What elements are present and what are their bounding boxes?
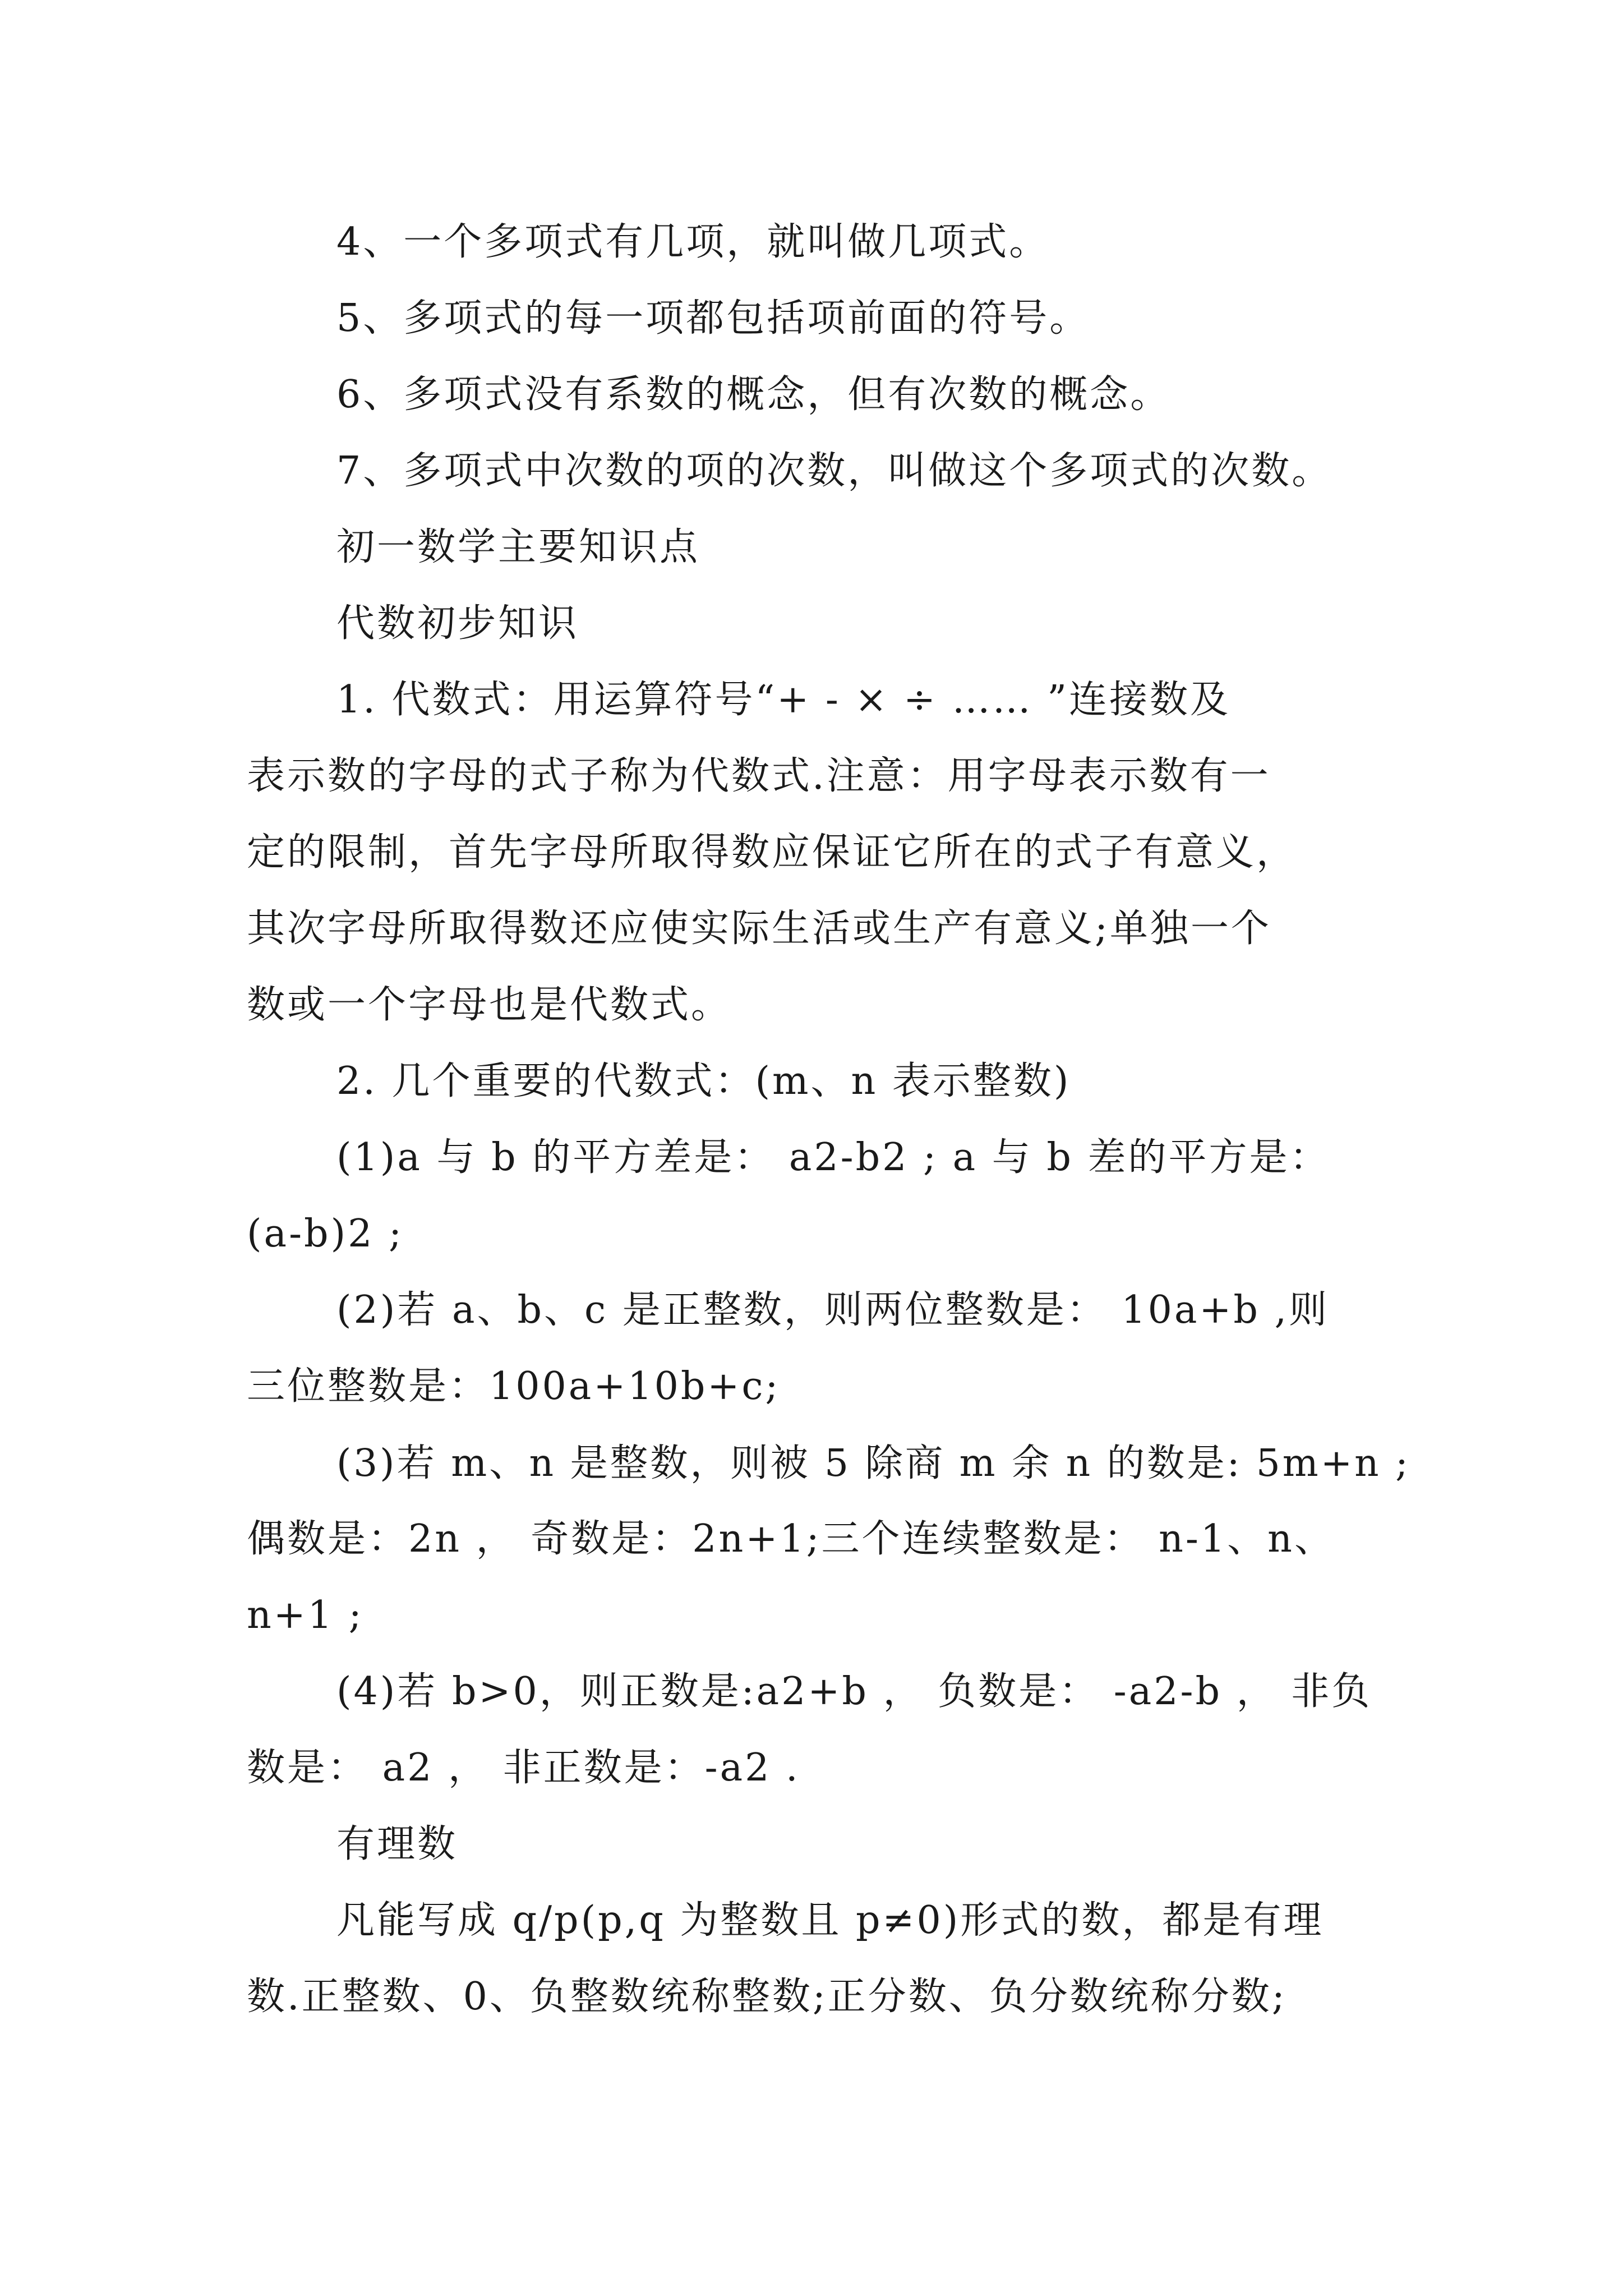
- paragraph-line: 数或一个字母也是代数式。: [247, 983, 732, 1027]
- item-5-line: 5、多项式的每一项都包括项前面的符号。: [336, 296, 1090, 341]
- paragraph-line: 定的限制，首先字母所取得数应保证它所在的式子有意义，: [247, 830, 1297, 875]
- item-4-line: 4、一个多项式有几项，就叫做几项式。: [336, 220, 1050, 264]
- paragraph-line: (2)若 a、b、c 是正整数，则两位整数是： 10a+b ,则: [336, 1288, 1330, 1332]
- paragraph-line: (1)a 与 b 的平方差是： a2-b2 ; a 与 b 差的平方是：: [336, 1135, 1330, 1180]
- paragraph-line: 表示数的字母的式子称为代数式.注意：用字母表示数有一: [247, 754, 1271, 798]
- paragraph-line: (3)若 m、n 是整数，则被 5 除商 m 余 n 的数是: 5m+n ;: [336, 1441, 1410, 1485]
- section-heading: 初一数学主要知识点: [336, 525, 700, 569]
- paragraph-line: (4)若 b>0，则正数是:a2+b ， 负数是： -a2-b ， 非负: [336, 1669, 1372, 1714]
- paragraph-line: (a-b)2 ;: [247, 1212, 404, 1256]
- subsection-heading: 代数初步知识: [336, 601, 579, 646]
- paragraph-line: 2. 几个重要的代数式：(m、n 表示整数): [336, 1059, 1071, 1103]
- paragraph-line: 偶数是：2n ， 奇数是：2n+1;三个连续整数是： n-1、n、: [247, 1517, 1335, 1561]
- paragraph-line: 数是： a2 ， 非正数是：-a2 .: [247, 1746, 800, 1790]
- item-7-line: 7、多项式中次数的项的次数，叫做这个多项式的次数。: [336, 449, 1332, 493]
- paragraph-line: 1. 代数式：用运算符号“+ - × ÷ …… ”连接数及: [336, 678, 1231, 722]
- paragraph-line: 其次字母所取得数还应使实际生活或生产有意义;单独一个: [247, 907, 1271, 951]
- subsection-heading: 有理数: [336, 1822, 458, 1866]
- paragraph-line: 凡能写成 q/p(p,q 为整数且 p≠0)形式的数，都是有理: [336, 1898, 1324, 1943]
- paragraph-line: 三位整数是：100a+10b+c;: [247, 1364, 781, 1409]
- item-6-line: 6、多项式没有系数的概念，但有次数的概念。: [336, 372, 1171, 417]
- paragraph-line: n+1 ;: [247, 1593, 364, 1637]
- paragraph-line: 数.正整数、0、负整数统称整数;正分数、负分数统称分数;: [247, 1975, 1287, 2019]
